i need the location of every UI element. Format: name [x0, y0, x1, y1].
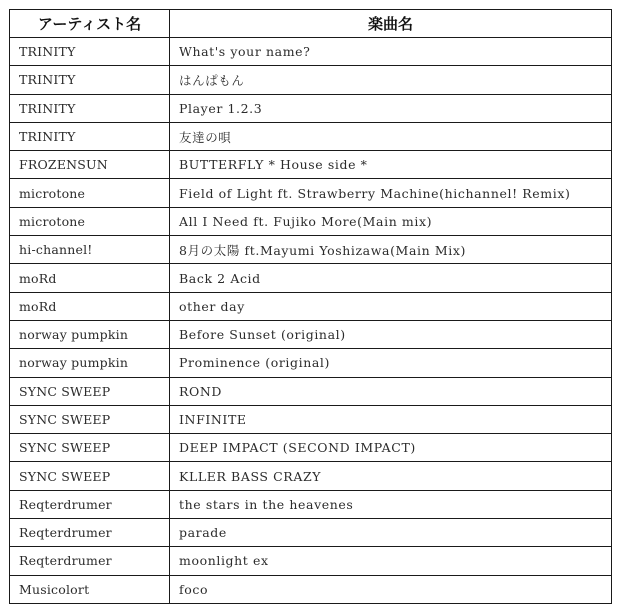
track-cell: KLLER BASS CRAZY — [170, 462, 612, 490]
track-cell: What's your name? — [170, 38, 612, 66]
table-row — [10, 320, 612, 348]
track-cell: DEEP IMPACT (SECOND IMPACT) — [170, 434, 612, 462]
track-cell: はんぱもん — [170, 66, 612, 94]
table-row — [10, 434, 612, 462]
artist-cell: hi-channel! — [10, 236, 170, 264]
table-row — [10, 519, 612, 547]
table-row — [10, 575, 612, 603]
table-row — [10, 462, 612, 490]
track-cell: ROND — [170, 377, 612, 405]
artist-cell: Reqterdrumer — [10, 519, 170, 547]
table-row — [10, 151, 612, 179]
track-cell: Back 2 Acid — [170, 264, 612, 292]
artist-cell: Reqterdrumer — [10, 490, 170, 518]
track-column-header: 楽曲名 — [170, 10, 612, 38]
track-cell: the stars in the heavenes — [170, 490, 612, 518]
artist-cell: SYNC SWEEP — [10, 405, 170, 433]
artist-cell: microtone — [10, 207, 170, 235]
track-cell: 友達の唄 — [170, 122, 612, 150]
table-row — [10, 547, 612, 575]
table-row — [10, 349, 612, 377]
track-cell: Field of Light ft. Strawberry Machine(hichannel! Remix) — [170, 179, 612, 207]
artist-cell: TRINITY — [10, 94, 170, 122]
table-row — [10, 94, 612, 122]
table-row — [10, 490, 612, 518]
table-row — [10, 405, 612, 433]
track-cell: All I Need ft. Fujiko More(Main mix) — [170, 207, 612, 235]
track-cell: BUTTERFLY * House side * — [170, 151, 612, 179]
artist-column-header: アーティスト名 — [10, 10, 170, 38]
artist-cell: SYNC SWEEP — [10, 434, 170, 462]
track-cell: Before Sunset (original) — [170, 320, 612, 348]
table-row — [10, 236, 612, 264]
artist-cell: TRINITY — [10, 38, 170, 66]
artist-cell: moRd — [10, 264, 170, 292]
track-list-table — [9, 9, 612, 604]
table-row — [10, 38, 612, 66]
track-cell: 8月の太陽 ft.Mayumi Yoshizawa(Main Mix) — [170, 236, 612, 264]
artist-cell: SYNC SWEEP — [10, 462, 170, 490]
table-row — [10, 264, 612, 292]
artist-cell: microtone — [10, 179, 170, 207]
artist-cell: Musicolort — [10, 575, 170, 603]
table-row — [10, 377, 612, 405]
artist-cell: Reqterdrumer — [10, 547, 170, 575]
artist-cell: TRINITY — [10, 66, 170, 94]
table-row — [10, 179, 612, 207]
track-cell: foco — [170, 575, 612, 603]
artist-cell: FROZENSUN — [10, 151, 170, 179]
table-row — [10, 207, 612, 235]
track-cell: Prominence (original) — [170, 349, 612, 377]
table-row — [10, 292, 612, 320]
artist-cell: TRINITY — [10, 122, 170, 150]
table-row — [10, 122, 612, 150]
track-cell: parade — [170, 519, 612, 547]
artist-cell: moRd — [10, 292, 170, 320]
document-sheet — [9, 9, 611, 604]
table-header-row — [10, 10, 612, 38]
track-cell: INFINITE — [170, 405, 612, 433]
artist-cell: norway pumpkin — [10, 320, 170, 348]
track-cell: moonlight ex — [170, 547, 612, 575]
track-cell: other day — [170, 292, 612, 320]
artist-cell: SYNC SWEEP — [10, 377, 170, 405]
table-row — [10, 66, 612, 94]
artist-cell: norway pumpkin — [10, 349, 170, 377]
track-cell: Player 1.2.3 — [170, 94, 612, 122]
table-body — [10, 38, 612, 604]
